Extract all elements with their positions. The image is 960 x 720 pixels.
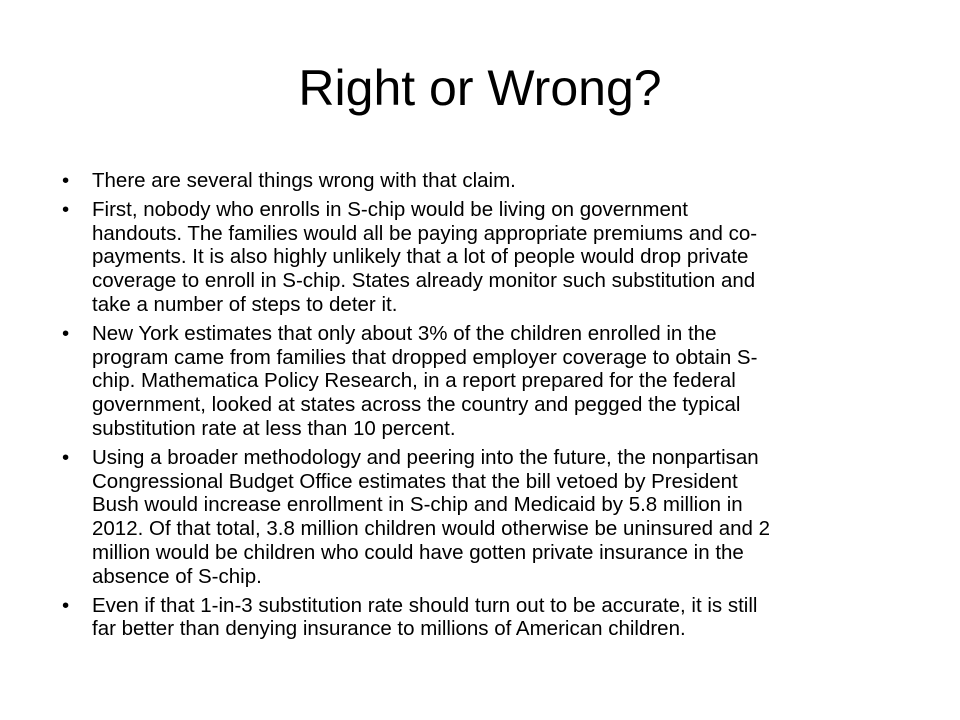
bullet-item [56, 198, 916, 317]
bullet-item [56, 169, 916, 193]
bullet-text: New York estimates that only about 3% of the children enrolled in the program came from families that dropped employer coverage to obtain S- chip. Mathematica Policy Research, in a report prepared for the federal government, looked at states across the country and pegged the typical substitution rate at less than 10 percent. [92, 321, 758, 440]
slide-title: Right or Wrong? [298, 60, 662, 116]
bullet-item [56, 322, 916, 441]
bullet-text: Using a broader methodology and peering into the future, the nonpartisan Congressional Budget Office estimates that the bill vetoed by President Bush would increase enrollment in S-chip and Medicaid by 5.8 million in 2012. Of that total, 3.8 million children would otherwise be uninsured and 2 million would be children who could have gotten private insurance in the absence of S-chip. [92, 445, 771, 588]
bullet-text: There are several things wrong with that claim. [92, 169, 516, 192]
bullet-text: First, nobody who enrolls in S-chip would be living on government handouts. The families would all be paying appropriate premiums and co- payments. It is also highly unlikely that a lot of people would drop private coverage to enroll in S-chip. States already monitor such substitution and take a number of steps to deter it. [92, 197, 758, 316]
bullet-marker: • [62, 593, 70, 617]
bullet-marker: • [62, 321, 70, 345]
bullet-list [56, 169, 916, 646]
bullet-marker: • [62, 197, 70, 221]
bullet-text: Even if that 1-in-3 substitution rate should turn out to be accurate, it is still far better than denying insurance to millions of American children. [92, 593, 758, 641]
bullet-item [56, 594, 916, 642]
bullet-marker: • [62, 169, 70, 192]
bullet-item [56, 446, 916, 589]
bullet-marker: • [62, 445, 70, 469]
